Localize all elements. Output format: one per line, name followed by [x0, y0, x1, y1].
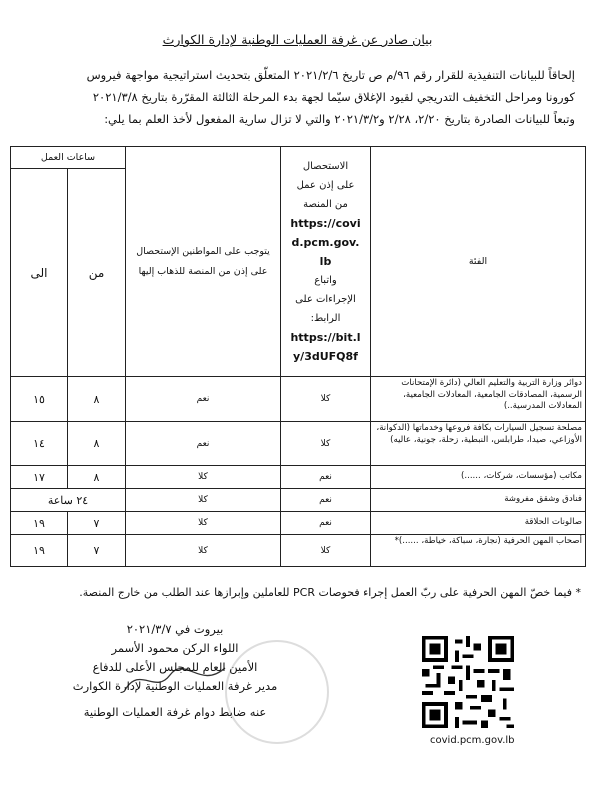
- header-citizens: يتوجب على المواطنين الإستحصال على إذن من المنصة للذهاب إليها: [126, 147, 281, 377]
- table-row: دوائر وزارة التربية والتعليم العالي (دائرة الإمتحانات الرسمية، المصادقات الجامعية، المعادلات الجامعية، المعادلات المدرسية..) كلا نعم ٨ ١٥: [11, 377, 586, 422]
- website-url[interactable]: covid.pcm.gov.lb: [430, 735, 515, 746]
- regulations-table: [10, 146, 586, 567]
- signature-title-2: مدير غرفة العمليات الوطنية لإدارة الكوارث: [72, 679, 278, 693]
- signature-title-1: الأمين العام للمجلس الأعلى للدفاع: [92, 660, 258, 674]
- header-permit: الاستحصال على إذن عمل من المنصة https://covi d.pcm.gov. lb واتباع الإجراءات على الرابط: https://bit.l y/3dUFQ8f: [281, 147, 371, 377]
- table-row: صالونات الحلاقة نعم كلا ٧ ١٩: [11, 512, 586, 535]
- header-from: من: [68, 169, 126, 377]
- footnote: * فيما خصّ المهن الحرفية على ربّ العمل إجراء فحوصات PCR للعاملين وإبرازها عند الطلب من خارج المنصة.: [79, 586, 581, 599]
- signature-title-3: عنه ضابط دوام غرفة العمليات الوطنية: [83, 705, 267, 719]
- intro-line-3: وتبعاً للبيانات الصادرة بتاريخ ٢/٢٠، ٢/٢٨ و٢٠٢١/٣/٢ والتي لا تزال سارية المفعول لأخذ العلم بما يلي:: [104, 112, 575, 126]
- signature-date: بيروت في ٢٠٢١/٣/٧: [126, 622, 224, 636]
- permit-link-platform[interactable]: https://covi: [290, 217, 361, 230]
- intro-line-2: كورونا ومراحل التخفيف التدريجي لقيود الإغلاق سيّما لجهة بدء المرحلة الثالثة المقرّرة بتاريخ ٢٠٢١/٣/٨: [92, 90, 575, 104]
- header-to: الى: [11, 169, 68, 377]
- permit-link-bitly[interactable]: https://bit.l: [290, 331, 361, 344]
- table-row: أصحاب المهن الحرفية (نجارة، سباكة، خياطة، ......)* كلا كلا ٧ ١٩: [11, 535, 586, 567]
- intro-line-1: إلحاقاً للبيانات التنفيذية للقرار رقم ٩٦/م ص تاريخ ٢٠٢١/٢/٦ المتعلّق بتحديث استراتيجية مواجهة فيروس: [86, 68, 575, 82]
- header-category: الفئة: [371, 147, 586, 377]
- document-title: بيان صادر عن غرفة العمليات الوطنية لإدارة الكوارث: [162, 32, 433, 47]
- signature-name: اللواء الركن محمود الأسمر: [111, 641, 239, 655]
- qr-code[interactable]: [422, 636, 514, 728]
- table-row: مصلحة تسجيل السيارات بكافة فروعها وخدماتها (الدكوانة، الأوزاعي، صيدا، طرابلس، النبطية، زحلة، جونية، عاليه) كلا نعم ٨ ١٤: [11, 422, 586, 466]
- table-row: مكاتب (مؤسسات، شركات، ......) نعم كلا ٨ ١٧: [11, 466, 586, 489]
- table-row: فنادق وشقق مفروشة نعم كلا ٢٤ ساعة: [11, 489, 586, 512]
- header-hours: ساعات العمل: [11, 147, 126, 169]
